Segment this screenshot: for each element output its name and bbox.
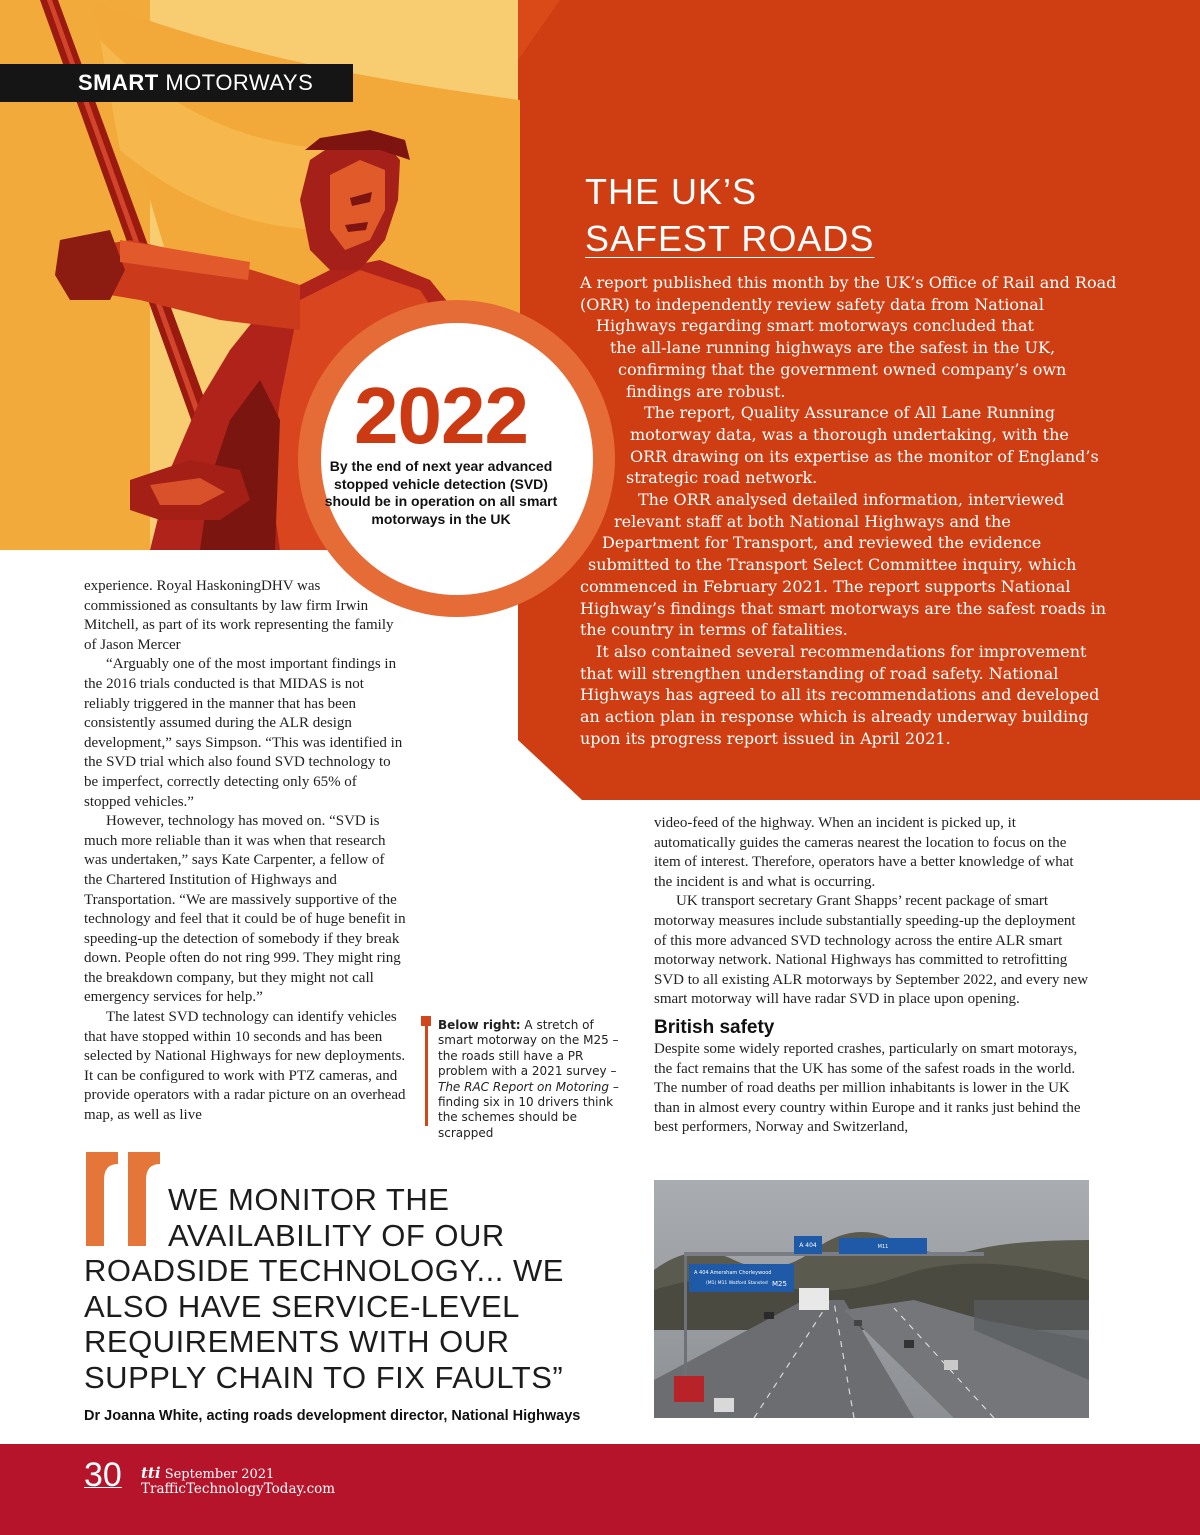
box-body-line: Highways has agreed to all its recommendations and developed: [580, 685, 1100, 705]
caption-rule: [425, 1018, 428, 1126]
box-title-line1: THE UK’S: [585, 171, 758, 212]
box-body-line: ORR drawing on its expertise as the monitor of England’s: [630, 446, 1099, 466]
stat-caption: By the end of next year advanced stopped vehicle detection (SVD) should be in operation on all smart motorways in the UK: [324, 458, 558, 527]
box-body-line: strategic road network.: [626, 468, 818, 488]
box-body-line: the all-lane running highways are the safest in the UK,: [610, 338, 1056, 358]
subhead: British safety: [654, 1016, 775, 1038]
left-paragraph: experience. Royal HaskoningDHV was commissioned as consultants by law firm Irwin Mitchell, as part of its work representing the family of Jason Mercer: [84, 578, 394, 653]
box-body-line: Highway’s findings that smart motorways are the safest roads in: [580, 598, 1107, 618]
left-paragraph: However, technology has moved on. “SVD is much more reliable than it was when that research was undertaken,” says Kate Carpenter, a fellow of the Chartered Institution of Highways and Transportation. “We are massively supportive of the technology and feel that it could be of huge benefit in speeding-up the detection of somebody if they break down. People often do not ring 999. They might ring the breakdown company, but they might not call emergency services for help.”: [84, 813, 406, 1006]
box-title-line2: SAFEST ROADS: [585, 218, 875, 259]
box-body-line: motorway data, was a thorough undertaking, with the: [630, 424, 1069, 444]
quote-line: ROADSIDE TECHNOLOGY... WE: [84, 1253, 564, 1288]
box-body-line: an action plan in response which is already underway building: [580, 707, 1089, 727]
quote-attribution: Dr Joanna White, acting roads development director, National Highways: [84, 1408, 581, 1424]
section-label: [0, 64, 353, 102]
photo-caption: [438, 1018, 628, 1141]
quote-line: REQUIREMENTS WITH OUR: [84, 1324, 510, 1359]
caption-label: Below right:: [438, 1018, 521, 1032]
left-paragraph: “Arguably one of the most important findings in the 2016 trials conducted is that MIDAS is not reliably triggered in the manner that has been consistently assumed during the ALR design development,” says Simpson. “This was identified in the SVD trial which also found SVD technology to be imperfect, correctly detecting only 65% of stopped vehicles.”: [84, 656, 403, 810]
sign-text: M11: [877, 1244, 889, 1250]
stat-number: 2022: [354, 371, 528, 460]
box-body-line: relevant staff at both National Highways and the: [614, 511, 1011, 531]
box-body: [580, 272, 1117, 749]
box-body-line: the country in terms of fatalities.: [580, 620, 848, 640]
right-paragraph: video-feed of the highway. When an incident is picked up, it automatically guides the cameras nearest the location to focus on the item of interest. Therefore, operators have a better knowledge of what the incident is and what is occurring.: [654, 815, 1074, 890]
left-paragraph: The latest SVD technology can identify vehicles that have stopped within 10 seconds and has been selected by National Highways for new deployments. It can be configured to work with PTZ cameras, and provide operators with a radar picture on an overhead map, as well as live: [84, 1009, 406, 1124]
quote-line: ALSO HAVE SERVICE-LEVEL: [84, 1288, 520, 1324]
pull-quote: [84, 1182, 624, 1395]
box-body-line: that will strengthen understanding of road safety. National: [580, 663, 1059, 683]
box-body-line: commenced in February 2021. The report supports National: [580, 576, 1071, 596]
right-column: [654, 814, 1090, 1138]
box-body-line: Department for Transport, and reviewed the evidence: [602, 533, 1042, 553]
sign-text: A 404: [799, 1242, 817, 1249]
quote-line: AVAILABILITY OF OUR: [168, 1217, 505, 1253]
box-body-line: The report, Quality Assurance of All Lane Running: [644, 403, 1055, 423]
box-body-line: upon its progress report issued in April 2021.: [580, 728, 951, 748]
issue-date: September 2021: [164, 1467, 275, 1482]
sign-text: M25: [772, 1280, 787, 1288]
section-label-thin: MOTORWAYS: [165, 70, 314, 95]
quote-line: WE MONITOR THE: [168, 1182, 450, 1217]
caption-text: A stretch of smart motorway on the M25 – the roads still have a PR problem with a 2021 survey –: [438, 1018, 619, 1079]
left-column: [84, 577, 406, 1126]
box-body-line: (ORR) to independently review safety data from National: [580, 294, 1044, 314]
box-body-line: Highways regarding smart motorways concluded that: [596, 316, 1034, 336]
section-label-bold: SMART: [78, 70, 159, 95]
box-body-line: confirming that the government owned company’s own: [618, 359, 1067, 379]
motorway-photo: [654, 1180, 1089, 1418]
magazine-logo: tti: [141, 1464, 161, 1482]
box-body-line: submitted to the Transport Select Committee inquiry, which: [588, 555, 1077, 575]
sign-text: A 404 Amersham Chorleywood: [694, 1270, 772, 1276]
box-title: [585, 168, 1105, 262]
caption-italic: The RAC Report on Motoring: [438, 1079, 609, 1094]
right-paragraph: Despite some widely reported crashes, particularly on smart motorays, the fact remains that the UK has some of the safest roads in the world. The number of road deaths per million inhabitants is lower in the UK than in almost every country within Europe and it ranks just behind the best performers, Norway and Switzerland,: [654, 1040, 1081, 1136]
box-body-line: It also contained several recommendations for improvement: [596, 641, 1087, 661]
right-paragraph: UK transport secretary Grant Shapps’ recent package of smart motorway measures include substantially speeding-up the deployment of this more advanced SVD technology across the entire ALR smart motorway network. National Highways has committed to retrofitting SVD to all existing ALR motorways by September 2022, and every new smart motorway will have radar SVD in place upon opening.: [654, 893, 1089, 1008]
footer-url: TrafficTechnologyToday.com: [141, 1481, 336, 1497]
sign-text: (M1) M11 Watford Stansted: [706, 1281, 768, 1286]
box-body-line: A report published this month by the UK’s Office of Rail and Road: [580, 273, 1117, 292]
caption-text-end: – finding six in 10 drivers think the schemes should be scrapped: [438, 1079, 619, 1140]
box-body-line: The ORR analysed detailed information, interviewed: [638, 490, 1065, 510]
box-body-line: findings are robust.: [626, 381, 786, 401]
quote-line: SUPPLY CHAIN TO FIX FAULTS”: [84, 1359, 564, 1395]
page-number: 30: [84, 1456, 122, 1494]
